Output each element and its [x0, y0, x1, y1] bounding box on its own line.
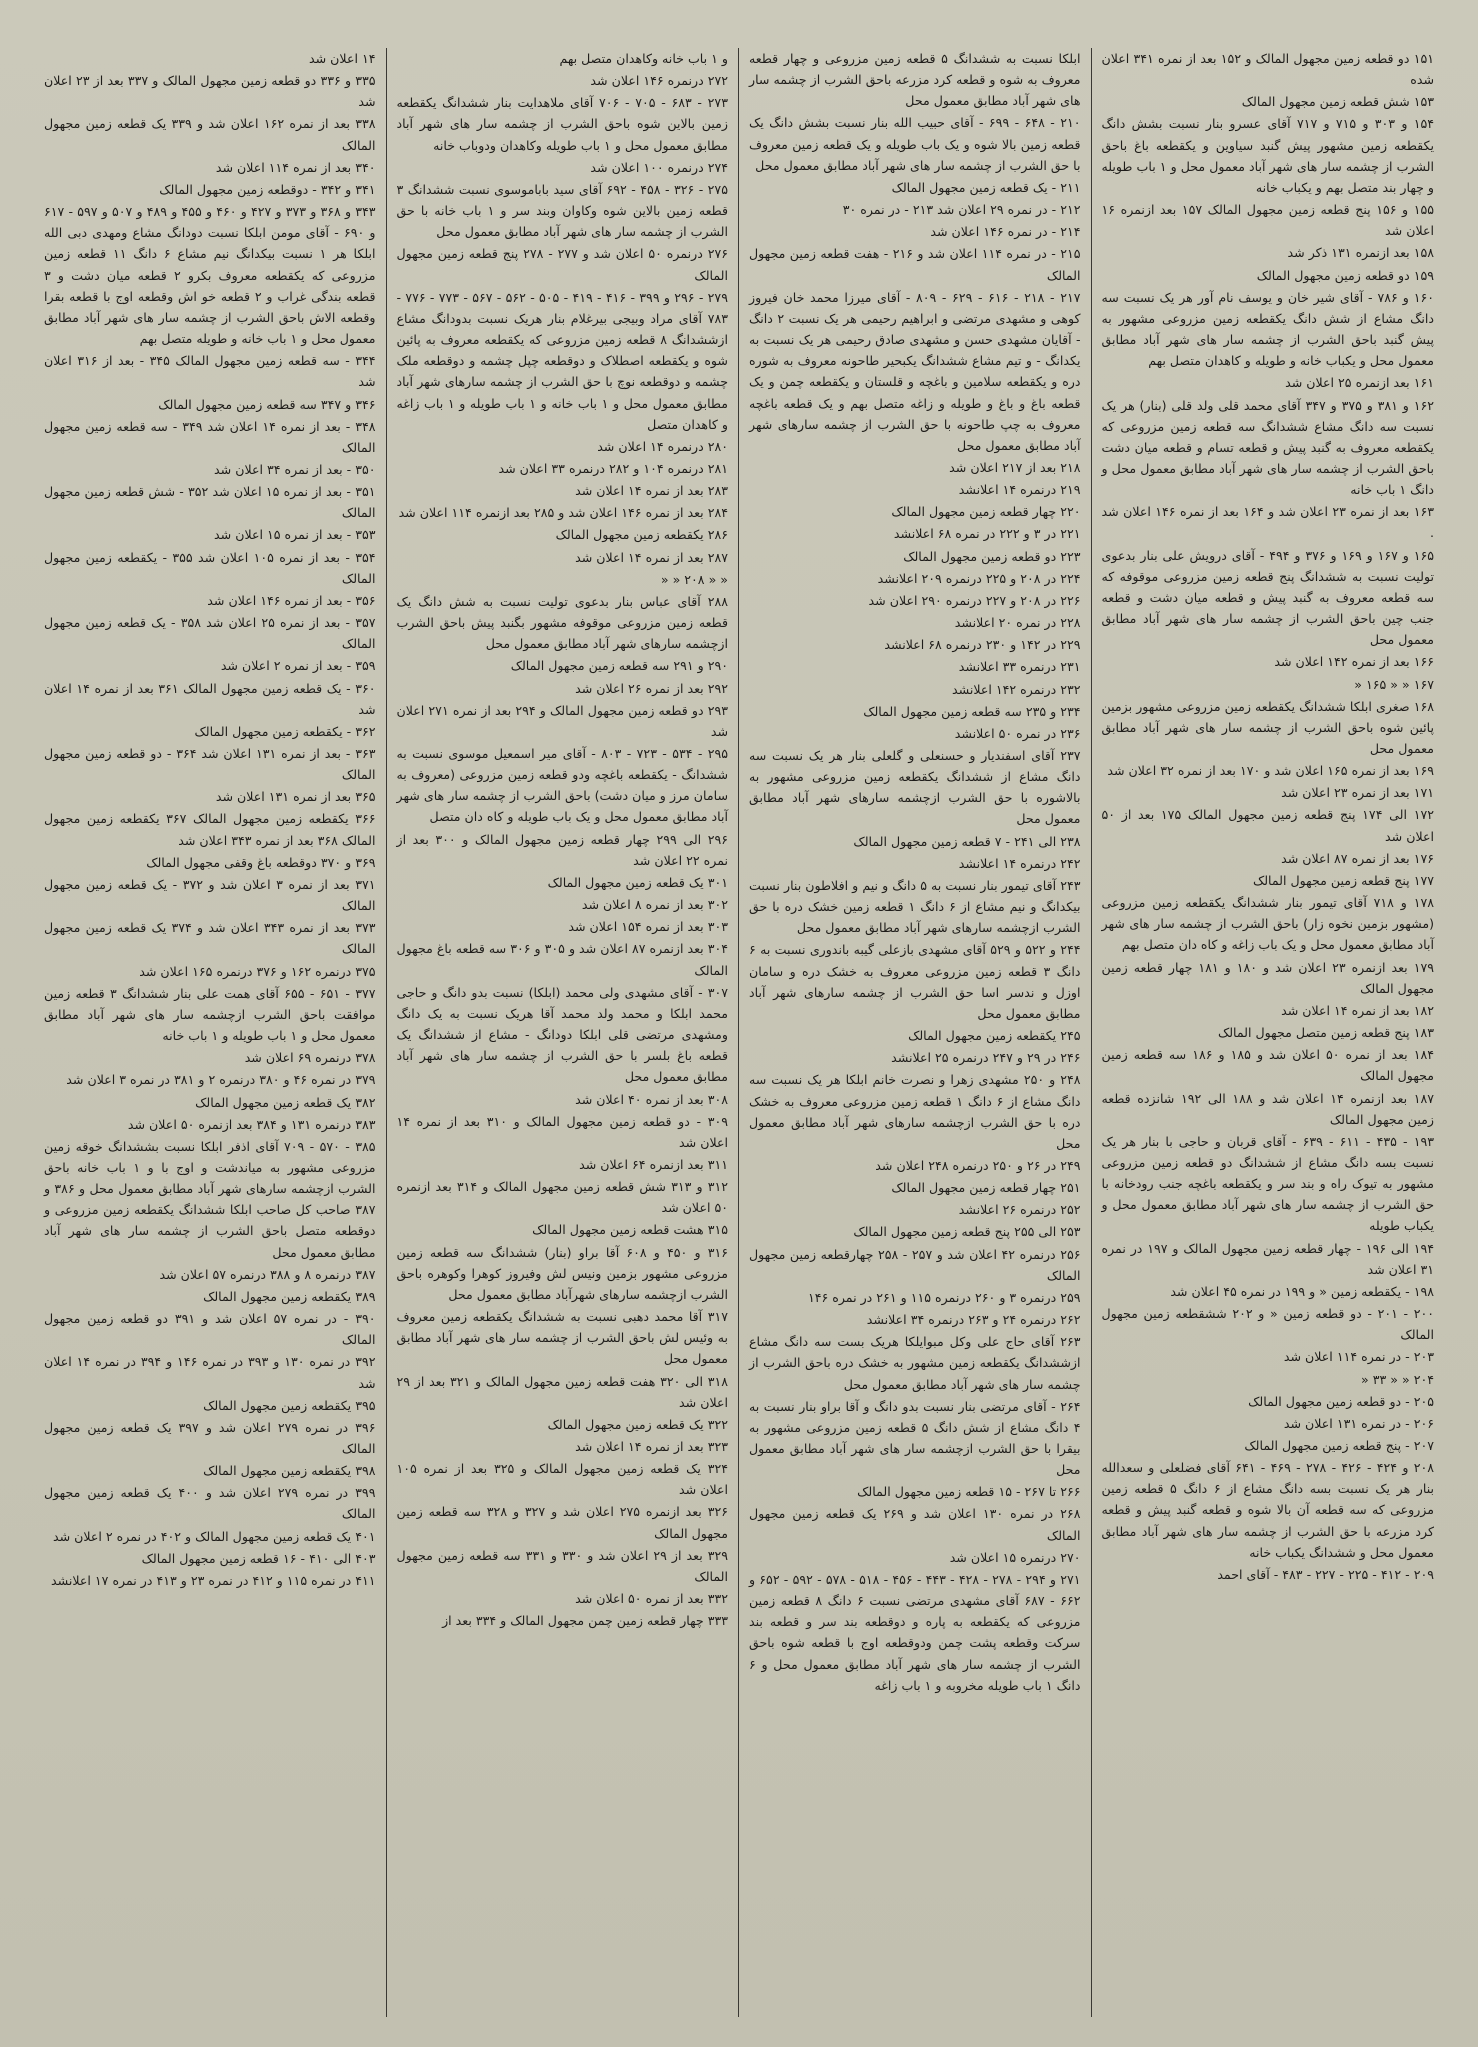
- notice-entry: ۳۸۷ درنمره ۸ و ۳۸۸ درنمره ۵۷ اعلان شد: [159, 1266, 376, 1282]
- notice-entry: ۲۰۵ - دو قطعه زمین مجهول المالک: [1248, 1393, 1434, 1409]
- text-column-1: [1092, 48, 1445, 2017]
- notice-entry: ۲۴۵ یکقطعه زمین مجهول المالک: [908, 1028, 1081, 1044]
- notice-entry: ۲۶۲ درنمره ۲۴ و ۲۶۳ درنمره ۳۴ اعلانشد: [866, 1312, 1081, 1328]
- notice-entry: ۲۲۱ در ۳ و ۲۲۲ در نمره ۶۸ اعلانشد: [893, 526, 1081, 542]
- notice-entry: ۱۶۲ و ۳۸۱ و ۳۷۵ و ۳۴۷ آقای محمد قلی ولد قلی (بنار) هر یک نسبت سه دانگ مشاع ششدانگ سه قطعه زمین مزروعی که یکقطعه معروف به گنبد پیش و قطعه تسام و قطعه میان دشت باحق الشرب از چشمه سار های شهر آباد مطابق معمول محل و دانگ ۱ باب خانه: [1101, 397, 1434, 498]
- notice-entry: ۲۷۴ درنمره ۱۰۰ اعلان شد: [590, 159, 728, 175]
- notice-entry: ۳۶۹ و ۳۷۰ دوقطعه باغ وقفی مجهول المالک: [146, 854, 376, 870]
- notice-entry: ۲۲۴ در ۲۰۸ و ۲۲۵ درنمره ۲۰۹ اعلانشد: [877, 570, 1081, 586]
- notice-entry: ۲۹۰ و ۲۹۱ سه قطعه زمین مجهول المالک: [510, 658, 728, 674]
- notice-entry: ۱۶۷ « « ۱۶۵ «: [1354, 676, 1434, 692]
- notice-entry: ۳۰۱ یک قطعه زمین مجهول المالک: [547, 874, 728, 890]
- notice-entry: ۲۷۲ درنمره ۱۴۶ اعلان شد: [590, 73, 728, 89]
- notice-entry: ۱۷۲ الی ۱۷۴ پنج قطعه زمین مجهول المالک ۱۷۵ بعد از ۵۰ اعلان شد: [1101, 807, 1435, 844]
- notice-entry: ۳۲۳ بعد از نمره ۱۴ اعلان شد: [575, 1439, 728, 1454]
- notice-entry: ۱۸۴ بعد از نمره ۵۰ اعلان شد و ۱۸۵ و ۱۸۶ سه قطعه زمین مجهول المالک: [1101, 1047, 1434, 1084]
- notice-entry: ۳۵۴ - بعد از نمره ۱۰۵ اعلان شد ۳۵۵ - یکقطعه زمین مجهول المالک: [44, 549, 376, 586]
- notice-entry: ۱۸۳ پنج قطعه زمین متصل مجهول المالک: [1217, 1025, 1434, 1041]
- notice-entry: ۲۷۳ - ۶۸۳ - ۷۰۵ - ۷۰۶ آقای ملاهدایت بنار ششدانگ یکقطعه زمین بالاین شوه باحق الشرب از چشمه سار های شهر آباد مطابق معمول محل و ۱ باب طویله وکاهدان ودوباب خانه: [396, 95, 728, 153]
- notice-entry: ۲۷۵ - ۳۲۶ - ۴۵۸ - ۶۹۲ آقای سید باباموسوی نسبت ششدانگ ۳ قطعه زمین بالاین شوه وکاوان وبند سر و ۱ باب خانه با حق الشرب از چشمه سار های شهر آباد مطابق معمول محل: [396, 181, 728, 240]
- notice-entry: ۳۶۶ یکقطعه زمین مجهول المالک ۳۶۷ یکقطعه زمین مجهول المالک ۳۶۸ بعد از نمره ۳۴۳ اعلان شد: [44, 811, 376, 848]
- notice-entry: ۱۵۸ بعد ازنمره ۱۳۱ ذکر شد: [1287, 245, 1434, 261]
- notice-entry: ۲۳۷ آقای اسفندیار و حسنعلی و گلعلی بنار هر یک نسبت سه دانگ مشاع از ششدانگ یکقطعه زمین مزروعی مشهور به بالاشوره با حق الشرب ازچشمه سارهای شهر آباد مطابق معمول محل: [749, 748, 1081, 827]
- notice-entry: ۲۱۲ - در نمره ۲۹ اعلان شد ۲۱۳ - در نمره ۳۰: [842, 202, 1081, 218]
- notice-entry: ۲۰۹ - ۴۱۲ - ۲۲۵ - ۲۲۷ - ۴۸۳ - آقای احمد: [1217, 1566, 1434, 1582]
- notice-entry: ۳۰۳ بعد از نمره ۱۵۴ اعلان شد: [568, 919, 728, 935]
- text-column-4: [34, 48, 387, 2017]
- notice-entry: ۱۹۴ الی ۱۹۶ - چهار قطعه زمین مجهول المالک و ۱۹۷ در نمره ۳۱ اعلان شد: [1101, 1240, 1435, 1277]
- notice-entry: ۳۵۶ - بعد از نمره ۱۴۶ اعلان شد: [207, 592, 376, 608]
- notice-entry: ۳۴۶ و ۳۴۷ سه قطعه زمین مجهول المالک: [158, 396, 376, 412]
- notice-entry: و ۱ باب خانه وکاهدان متصل بهم: [559, 51, 728, 66]
- notice-entry: ۴۰۱ یک قطعه زمین مجهول المالک و ۴۰۲ در نمره ۲ اعلان شد: [52, 1528, 376, 1544]
- notice-entry: ۲۳۱ درنمره ۳۳ اعلانشد: [958, 659, 1081, 675]
- notice-entry: ۳۹۶ در نمره ۲۷۹ اعلان شد و ۳۹۷ یک قطعه زمین مجهول المالک: [44, 1419, 376, 1456]
- notice-entry: ۳۰۸ بعد از نمره ۴۰ اعلان شد: [575, 1091, 728, 1107]
- notice-entry: ۲۹۳ دو قطعه زمین مجهول المالک و ۲۹۴ بعد از نمره ۲۷۱ اعلان شد: [396, 702, 728, 739]
- notice-entry: ۱۵۹ دو قطعه زمین مجهول المالک: [1256, 267, 1434, 283]
- notice-entry: ۳۸۳ درنمره ۱۳۱ و ۳۸۴ بعد ازنمره ۵۰ اعلان شد: [127, 1116, 376, 1132]
- notice-entry: ۳۱۸ الی ۳۲۰ هفت قطعه زمین مجهول المالک و ۳۲۱ بعد از ۲۹ اعلان شد: [396, 1373, 729, 1410]
- notice-entry: ۳۶۲ - یکقطعه زمین مجهول المالک: [194, 723, 376, 739]
- notice-entry: ۳۳۵ و ۳۳۶ دو قطعه زمین مجهول المالک و ۳۳۷ بعد از ۲۳ اعلان شد: [44, 73, 376, 110]
- notice-entry: ۱۶۳ بعد از نمره ۲۳ اعلان شد و ۱۶۴ بعد از نمره ۱۴۶ اعلان شد .: [1101, 504, 1434, 541]
- notice-entry: ۲۰۸ و ۴۲۴ - ۴۲۶ - ۲۷۸ - ۴۶۹ - ۶۴۱ آقای فضلعلی و سعدالله بنار هر یک نسبت بسه دانگ مشاع از ۶ دانگ ۵ قطعه زمین مزروعی که سه قطعه آن بالا شوه و قطعه گنبد پیش و قطعه کرد مزرعه با حق الشرب از چشمه سار های شهر آباد مطابق معمول محل و ششدانگ یکباب خانه: [1101, 1460, 1435, 1560]
- notice-entry: ۲۷۰ درنمره ۱۵ اعلان شد: [949, 1549, 1081, 1565]
- notice-entry: ۲۱۵ - در نمره ۱۱۴ اعلان شد و ۲۱۶ - هفت قطعه زمین مجهول المالک: [749, 246, 1081, 283]
- notice-entry: ۲۱۹ درنمره ۱۴ اعلانشد: [958, 482, 1081, 498]
- notice-entry: ۱۶۸ صغری ابلکا ششدانگ یکقطعه زمین مزروعی مشهور بزمین پائین شوه باحق الشرب از چشمه سار های شهر آباد مطابق معمول محل: [1101, 698, 1434, 756]
- notice-entry: ۳۱۶ و ۴۵۰ و ۶۰۸ آقا براو (بنار) ششدانگ سه قطعه زمین مزروعی مشهور بزمین ونیس لش وفیروز کوهرا وکوهره باحق الشرب ازچشمه سارهای شهرآباد مطابق معمول محل: [396, 1244, 728, 1302]
- notice-entry: ۳۸۲ یک قطعه زمین مجهول المالک: [195, 1094, 376, 1110]
- notice-entry: ۲۶۳ آقای حاج علی وکل مبوایلکا هریک بست سه دانگ مشاع ازششدانگ یکقطعه زمین مشهور به خشک دره باحق الشرب از چشمه سار های شهر آباد مطابق معمول محل: [749, 1334, 1081, 1392]
- notice-entry: ۳۲۲ یک قطعه زمین مجهول المالک: [547, 1416, 728, 1432]
- notice-entry: ۲۹۵ - ۵۳۴ - ۷۲۳ - ۸۰۳ - آقای میر اسمعیل موسوی نسبت به ششدانگ - یکقطعه باغچه ودو قطعه زمین مزروعی (معروف به سامان مرز و میان دشت) باحق الشرب از چشمه سار های شهر آباد مطابق معمول محل و یک باب طویله و کاه دان متصل: [396, 746, 728, 825]
- notice-entry: ۱۷۹ بعد ازنمره ۲۳ اعلان شد و ۱۸۰ و ۱۸۱ چهار قطعه زمین مجهول المالک: [1101, 959, 1434, 996]
- notice-entry: ۲۵۳ الی ۲۵۵ پنج قطعه زمین مجهول المالک: [853, 1224, 1081, 1240]
- notice-entry: ۳۰۴ بعد ازنمره ۸۷ اعلان شد و ۳۰۵ و ۳۰۶ سه قطعه باغ مجهول المالک: [396, 941, 728, 978]
- notice-entry: ۱۹۳ - ۴۳۵ - ۶۱۱ - ۶۳۹ - آقای قربان و حاجی با بنار هر یک نسبت بسه دانگ مشاع از ششدانگ دو قطعه زمین مزروعی مشهور به تیوک راه و بند سر و یکقطعه باغچه جنب رودخانه با حق الشرب از چشمه سار های شهر آباد مطابق معمول محل و یکباب طویله: [1101, 1133, 1434, 1234]
- notice-entry: ۱۵۴ و ۳۰۳ و ۷۱۵ و ۷۱۷ آقای عسرو بنار نسبت بشش دانگ یکقطعه زمین مشهور پیش گنبد سیاوین و یکقطعه باغ باحق الشرب از چشمه سار های شهر آباد معمول محل و ۱ باب طویله و چهار بند متصل بهم و یکباب خانه: [1101, 116, 1434, 195]
- notice-entry: ۳۴۸ - بعد از نمره ۱۴ اعلان شد ۳۴۹ - سه قطعه زمین مجهول المالک: [44, 418, 376, 455]
- notice-entry: ۲۳۲ درنمره ۱۴۲ اعلانشد: [951, 681, 1081, 697]
- columns-container: [34, 48, 1444, 2017]
- notice-entry: ۲۸۱ درنمره ۱۰۴ و ۲۸۲ درنمره ۳۳ اعلان شد: [498, 460, 728, 476]
- notice-entry: ۳۰۹ - دو قطعه زمین مجهول المالک و ۳۱۰ بعد از نمره ۱۴ اعلان شد: [396, 1113, 728, 1150]
- notice-entry: ۲۸۳ بعد از نمره ۱۴ اعلان شد: [575, 483, 728, 499]
- notice-entry: ۳۳۲ بعد از نمره ۵۰ اعلان شد: [575, 1591, 728, 1607]
- notice-entry: ۲۶۴ - آقای مرتضی بنار نسبت بدو دانگ و آقا براو بنار نسبت به ۴ دانگ مشاع از شش دانگ ۵ قطعه زمین مزروعی مشهور به بیقرا با حق الشرب ازچشمه سار های شهر آباد مطابق معمول محل: [749, 1398, 1081, 1478]
- notice-entry: ۳۰۲ بعد از نمره ۸ اعلان شد: [581, 897, 728, 913]
- notice-entry: ۲۱۸ بعد از ۲۱۷ اعلان شد: [949, 459, 1081, 475]
- notice-entry: ۲۲۸ در نمره ۲۰ اعلانشد: [954, 615, 1081, 631]
- notice-entry: « « ۲۰۸ « «: [660, 571, 728, 587]
- notice-entry: ۲۷۹ - ۲۹۶ و ۳۹۹ - ۴۱۶ - ۴۱۹ - ۵۰۵ - ۵۶۲ - ۵۶۷ - ۷۷۳ - ۷۷۶ - ۷۸۳ آقای مراد وبیجی بیرغلام بنار هریک نسبت بدودانگ مشاع ازششدانگ ۸ قطعه زمین مزروعی که یکقطعه معروف به پائین شوه و یکقطعه اصطلاک و دوقطعه چپل چشمه و دوقطعه ملک چشمه و دوقطعه نوچ با حق الشرب از چشمه سارهای شهر آباد مطابق معمول محل و ۱ باب خانه و ۱ باب طویله و ۱ باب زاغه و کاهدان متصل: [396, 289, 729, 432]
- notice-entry: ۲۲۰ چهار قطعه زمین مجهول المالک: [891, 504, 1081, 520]
- notice-entry: ۳۹۵ یکقطعه زمین مجهول المالک: [203, 1397, 376, 1413]
- notice-entry: ۲۸۸ آقای عباس بنار بدعوی تولیت نسبت به شش دانگ یک قطعه زمین مزروعی موقوفه مشهور بگنبد پیش باحق الشرب ازچشمه سارهای شهر آباد مطابق معمول محل: [396, 593, 728, 652]
- notice-entry: ۱۷۶ بعد از نمره ۸۷ اعلان شد: [1281, 850, 1434, 866]
- notice-entry: ۲۸۶ یکقطعه زمین مجهول المالک: [555, 527, 728, 543]
- notice-entry: ۱۸۷ بعد ازنمره ۱۴ اعلان شد و ۱۸۸ الی ۱۹۲ شانزده قطعه زمین مجهول المالک: [1101, 1090, 1435, 1127]
- notice-entry: ۱۴ اعلان شد: [309, 51, 376, 66]
- notice-entry: ۲۰۴ « « ۳۳ «: [1361, 1371, 1434, 1387]
- notice-entry: ۲۵۲ درنمره ۲۶ اعلانشد: [958, 1202, 1081, 1218]
- notice-entry: ۲۸۴ بعد از نمره ۱۴۶ اعلان شد و ۲۸۵ بعد ازنمره ۱۱۴ اعلان شد: [398, 505, 728, 521]
- notice-entry: ۱۵۱ دو قطعه زمین مجهول المالک و ۱۵۲ بعد از نمره ۳۴۱ اعلان شده: [1101, 51, 1434, 88]
- notice-entry: ۳۵۰ - بعد از نمره ۳۴ اعلان شد: [214, 461, 376, 477]
- notice-entry: ۳۸۹ یکقطعه زمین مجهول المالک: [203, 1288, 376, 1304]
- notice-entry: ۳۲۴ یک قطعه زمین مجهول المالک و ۳۲۵ بعد از نمره ۱۰۵ اعلان شد: [396, 1461, 728, 1498]
- notice-entry: ۱۵۳ شش قطعه زمین مجهول المالک: [1241, 94, 1434, 110]
- notice-entry: ۲۴۳ آقای تیمور بنار نسبت به ۵ دانگ و نیم و افلاطون بنار نسبت بیکدانگ و نیم مشاع از ۶ دانگ ۱ قطعه زمین خشک دره با حق الشرب ازچشمه سارهای شهر آباد مطابق معمول محل: [749, 877, 1081, 936]
- notice-entry: ۲۵۹ درنمره ۳ و ۲۶۰ درنمره ۱۱۵ و ۲۶۱ در نمره ۱۴۶: [807, 1289, 1081, 1305]
- notice-entry: ۳۲۶ بعد ازنمره ۲۷۵ اعلان شد و ۳۲۷ و ۳۲۸ سه قطعه زمین مجهول المالک: [396, 1504, 728, 1541]
- notice-entry: ۲۰۶ - در نمره ۱۳۱ اعلان شد: [1283, 1415, 1434, 1431]
- notice-entry: ۱۷۷ پنج قطعه زمین مجهول المالک: [1252, 872, 1434, 888]
- notice-entry: ۲۰۷ - پنج قطعه زمین مجهول المالک: [1244, 1438, 1434, 1453]
- notice-entry: ۳۵۷ - بعد از نمره ۲۵ اعلان شد ۳۵۸ - یک قطعه زمین مجهول المالک: [44, 615, 376, 652]
- notice-entry: ۲۳۸ الی ۲۴۱ - ۷ قطعه زمین مجهول المالک: [853, 833, 1081, 849]
- notice-entry: ۳۹۹ در نمره ۲۷۹ اعلان شد و ۴۰۰ یک قطعه زمین مجهول المالک: [44, 1485, 376, 1522]
- notice-entry: ۳۷۳ بعد از نمره ۳۴۳ اعلان شد و ۳۷۴ یک قطعه زمین مجهول المالک: [44, 920, 376, 957]
- notice-entry: ۴۱۱ در نمره ۱۱۵ و ۴۱۲ در نمره ۲۳ و ۴۱۳ در نمره ۱۷ اعلانشد: [51, 1572, 376, 1588]
- notice-entry: ۳۵۳ - بعد از نمره ۱۵ اعلان شد: [214, 527, 376, 543]
- notice-entry: ۲۴۹ در ۲۶ و ۲۵۰ درنمره ۲۴۸ اعلان شد: [875, 1157, 1081, 1173]
- notice-entry: ۳۷۷ - ۶۵۱ - ۶۵۵ آقای همت علی بنار ششدانگ ۳ قطعه زمین موافقت باحق الشرب ازچشمه سار های شهر آباد مطابق معمول محل و ۱ باب طویله و ۱ باب خانه: [44, 985, 376, 1044]
- notice-entry: ۲۹۶ الی ۲۹۹ چهار قطعه زمین مجهول المالک و ۳۰۰ بعد از نمره ۲۲ اعلان شد: [396, 831, 729, 868]
- notice-entry: ۳۱۵ هشت قطعه زمین مجهول المالک: [532, 1222, 728, 1238]
- notice-entry: ۳۶۰ - یک قطعه زمین مجهول المالک ۳۶۱ بعد از نمره ۱۴ اعلان شد: [44, 680, 376, 717]
- notice-entry: ۳۵۱ - بعد از نمره ۱۵ اعلان شد ۳۵۲ - شش قطعه زمین مجهول المالک: [44, 484, 376, 521]
- notice-entry: ۲۰۳ - در نمره ۱۱۴ اعلان شد: [1283, 1349, 1434, 1365]
- notice-entry: ۳۱۱ بعد ازنمره ۶۴ اعلان شد: [579, 1156, 728, 1172]
- notice-entry: ۱۸۲ بعد از نمره ۱۴ اعلان شد: [1281, 1002, 1434, 1018]
- notice-entry: ۲۹۲ بعد از نمره ۲۶ اعلان شد: [575, 680, 728, 696]
- notice-entry: ۱۶۹ بعد از نمره ۱۶۵ اعلان شد و ۱۷۰ بعد از نمره ۳۲ اعلان شد: [1107, 763, 1434, 779]
- notice-entry: ۲۳۴ و ۲۳۵ سه قطعه زمین مجهول المالک: [863, 703, 1081, 719]
- notice-entry: ۲۸۷ بعد از نمره ۱۴ اعلان شد: [575, 549, 728, 565]
- notice-entry: ۱۷۸ و ۷۱۸ آقای تیمور بنار ششدانگ یکقطعه زمین مزروعی (مشهور بزمین نخوه زار) باحق الشرب از چشمه سار های شهر آباد مطابق معمول محل و یک باب زاغه و کاه دان متصل بهم: [1101, 895, 1434, 953]
- notice-entry: ۲۴۴ و ۵۲۲ و ۵۲۹ آقای مشهدی بازعلی گیبه باندوری نسبت به ۶ دانگ ۳ قطعه زمین مزروعی معروف به خشک دره و سامان اوزل و ندسر اسا حق الشرب از چشمه سارهای شهر آباد مطابق معمول محل: [749, 942, 1081, 1021]
- notice-entry: ۲۲۹ در ۱۴۲ و ۲۳۰ درنمره ۶۸ اعلانشد: [884, 637, 1081, 653]
- notice-entry: ۲۳۶ در نمره ۵۰ اعلانشد: [954, 725, 1081, 741]
- notice-entry: ۱۶۱ بعد ازنمره ۲۵ اعلان شد: [1285, 375, 1434, 391]
- notice-entry: ۱۶۶ بعد از نمره ۱۴۲ اعلان شد: [1274, 654, 1434, 670]
- notice-entry: ۳۹۸ یکقطعه زمین مجهول المالک: [203, 1463, 376, 1479]
- notice-entry: ۲۱۷ - ۲۱۸ - ۶۱۶ - ۶۲۹ - ۸۰۹ - آقای میرزا محمد خان فیروز کوهی و مشهدی مرتضی و ابراهیم رحیمی هر یک نسبت ۲ دانگ - آقایان مشهدی حسن و مشهدی صادق رحیمی هر یک نسبت به یکدانگ - و تیم مشاع ششدانگ یکبحیر طاحونه معروف به شوره دره و یکقطعه سلامین و باغچه و قلستان و یکقطعه چمن و یک قطعه باغ و باغ و طویله و زاغه متصل بهم و یک قطعه باغچه معروف به چپ طاحونه با حق الشرب از چشمه سارهای شهر آباد مطابق معمول محل: [749, 289, 1081, 453]
- notice-entry: ۲۴۸ و ۲۵۰ مشهدی زهرا و نصرت خانم ابلکا هر یک نسبت سه دانگ مشاع از ۶ دانگ ۱ قطعه زمین مزروعی معروف به خشک دره با حق الشرب ازچشمه سارهای شهر آباد مطابق معمول محل: [749, 1072, 1081, 1151]
- notice-entry: ۳۷۵ درنمره ۱۶۲ و ۳۷۶ درنمره ۱۶۵ اعلان شد: [139, 963, 376, 979]
- notice-entry: ۲۲۶ در ۲۰۸ و ۲۲۷ درنمره ۲۹۰ اعلان شد: [868, 592, 1081, 608]
- notice-entry: ۳۷۸ درنمره ۶۹ اعلان شد: [244, 1050, 376, 1066]
- notice-entry: ۳۴۴ - سه قطعه زمین مجهول المالک ۳۴۵ - بعد از ۳۱۶ اعلان شد: [44, 353, 376, 390]
- notice-entry: ۲۵۱ چهار قطعه زمین مجهول المالک: [891, 1180, 1081, 1196]
- notice-entry: ۲۴۶ در ۲۹ و ۲۴۷ درنمره ۲۵ اعلانشد: [891, 1050, 1081, 1066]
- notice-entry: ۴۰۳ الی ۴۱۰ - ۱۶ قطعه زمین مجهول المالک: [141, 1550, 376, 1566]
- notice-entry: ۱۶۵ و ۱۶۷ و ۱۶۹ و ۳۷۶ و ۴۹۴ - آقای درویش علی بنار بدعوی تولیت نسبت به ششدانگ پنج قطعه زمین مزروعی موقوفه که سه قطعه معروف به گنبد پیش و قطعه میان دشت و قطعه جنب چین باحق الشرب از چشمه سار های شهر آباد مطابق معمول محل: [1101, 547, 1435, 648]
- notice-entry: ۳۸۵ - ۵۷۰ - ۷۰۹ آقای اذفر ابلکا نسبت بششدانگ خوقه زمین مزروعی مشهور به میاندشت و اوج با و ۱ باب خانه باحق الشرب ازچشمه سارهای شهر آباد مطابق معمول محل و ۳۸۶ و ۳۸۷ صاحب کل صاحب ابلکا ششدانگ یکقطعه زمین مزروعی و دوقطعه متصل باحق الشرب از چشمه سار های شهر آباد مطابق معمول محل: [44, 1138, 376, 1260]
- notice-entry: ۲۲۳ دو قطعه زمین مجهول المالک: [903, 548, 1081, 564]
- notice-entry: ۳۷۹ در نمره ۴۶ و ۳۸۰ درنمره ۲ و ۳۸۱ در نمره ۳ اعلان شد: [66, 1072, 376, 1088]
- notice-entry: ۲۱۱ - یک قطعه زمین مجهول المالک: [891, 179, 1081, 195]
- notice-entry: ۲۰۰ - ۲۰۱ - دو قطعه زمین « و ۲۰۲ ششقطعه زمین مجهول المالک: [1101, 1306, 1434, 1343]
- notice-entry: ۱۶۰ و ۷۸۶ - آقای شیر خان و یوسف نام آور هر یک نسبت سه دانگ مشاع از شش دانگ یکقطعه زمین مزروعی مشهور به پیش گنبد باحق الشرب از چشمه سار های شهر آباد مطابق معمول محل و یکباب خانه و طویله و کاهدان متصل بهم: [1101, 289, 1434, 369]
- notice-entry: ۱۹۸ - یکقطعه زمین « و ۱۹۹ در نمره ۴۵ اعلان شد: [1170, 1283, 1434, 1299]
- notice-entry: ۳۴۳ و ۳۶۸ و ۳۷۳ و ۴۲۷ و ۴۶۰ و ۴۵۵ و ۴۸۹ و ۵۰۷ و ۵۹۷ - ۶۱۷ و ۶۹۰ - آقای مومن ابلکا نسبت دودانگ مشاع ومهدی دبی الله ابلکا هر ۱ نسبت بیکدانگ نیم مشاع ۶ دانگ ۱۱ قطعه زمین مزروعی که یکقطعه معروف بکرو ۲ قطعه میان دشت و ۳ قطعه بندگی غراب و ۲ قطعه خو اش وقطعه اوج با قطعه بقرا وقطعه الاش باحق الشرب از چشمه سار های شهر آباد مطابق معمول محل و ۱ باب خانه و طویله متصل بهم: [44, 204, 376, 347]
- notice-entry: ۳۱۲ و ۳۱۳ شش قطعه زمین مجهول المالک و ۳۱۴ بعد ازنمره ۵۰ اعلان شد: [396, 1179, 728, 1216]
- notice-entry: ۲۱۰ - ۶۴۸ - ۶۹۹ - آقای حبیب الله بنار نسبت بشش دانگ یک قطعه زمین بالا شوه و یک باب طویله و یک قطعه زمین معروف با حق الشرب از چشمه سار های شهر آباد مطابق معمول محل: [749, 115, 1081, 173]
- notice-entry: ۳۱۷ آقا محمد دهبی نسبت به ششدانگ یکقطعه زمین معروف به وئیس لش باحق الشرب از چشمه سار های شهر آباد مطابق معمول محل: [396, 1309, 728, 1367]
- notice-entry: ۳۴۱ و ۳۴۲ - دوقطعه زمین مجهول المالک: [159, 181, 376, 197]
- notice-entry: ۲۸۰ درنمره ۱۴ اعلان شد: [597, 438, 728, 454]
- text-column-3: [387, 48, 740, 2017]
- notice-entry: ۱۷۱ بعد از نمره ۲۳ اعلان شد: [1281, 785, 1434, 801]
- notice-entry: ۳۶۵ بعد از نمره ۱۳۱ اعلان شد: [215, 789, 376, 805]
- notice-entry: ۳۲۹ بعد از ۲۹ اعلان شد و ۳۳۰ و ۳۳۱ سه قطعه زمین مجهول المالک: [396, 1547, 729, 1584]
- notice-entry: ۲۵۶ درنمره ۴۲ اعلان شد و ۲۵۷ - ۲۵۸ چهارقطعه زمین مجهول المالک: [749, 1246, 1081, 1283]
- notice-entry: ۳۴۰ بعد از نمره ۱۱۴ اعلان شد: [215, 159, 376, 175]
- notice-entry: ۳۵۹ - بعد از نمره ۲ اعلان شد: [220, 658, 376, 674]
- notice-entry: ابلکا نسبت به ششدانگ ۵ قطعه زمین مزروعی و چهار قطعه معروف به شوه و قطعه کرد مزرعه باحق الشرب از چشمه سار های شهر آباد مطابق معمول محل: [749, 51, 1081, 109]
- notice-entry: ۳۹۲ در نمره ۱۳۰ و ۳۹۳ در نمره ۱۴۶ و ۳۹۴ در نمره ۱۴ اعلان شد: [44, 1354, 376, 1391]
- notice-entry: ۳۰۷ - آقای مشهدی ولی محمد (ابلکا) نسبت بدو دانگ و حاجی محمد ابلکا و محمد ولد محمد آقا هریک نسبت به یک دانگ ومشهدی مرتضی قلی ابلکا دودانگ - مشاع از ششدانگ یک قطعه باغ بلسر با حق الشرب از چشمه سار های شهر آباد مطابق معمول محل: [396, 984, 728, 1085]
- notice-entry: ۳۳۸ بعد از نمره ۱۶۲ اعلان شد و ۳۳۹ یک قطعه زمین مجهول المالک: [44, 116, 376, 153]
- notice-entry: ۲۷۶ درنمره ۵۰ اعلان شد و ۲۷۷ - ۲۷۸ پنج قطعه زمین مجهول المالک: [396, 246, 728, 283]
- notice-entry: ۳۳۳ چهار قطعه زمین چمن مجهول المالک و ۳۳۴ بعد از: [442, 1613, 728, 1629]
- notice-entry: ۲۶۸ در نمره ۱۳۰ اعلان شد و ۲۶۹ یک قطعه زمین مجهول المالک: [749, 1506, 1081, 1543]
- notice-entry: ۲۶۶ تا ۲۶۷ - ۱۵ قطعه زمین مجهول المالک: [857, 1484, 1081, 1500]
- notice-entry: ۱۵۵ و ۱۵۶ پنج قطعه زمین مجهول المالک ۱۵۷ بعد ازنمره ۱۶ اعلان شد: [1101, 202, 1434, 239]
- notice-entry: ۲۴۲ درنمره ۱۴ اعلانشد: [958, 855, 1081, 871]
- notice-entry: ۳۶۳ - بعد از نمره ۱۳۱ اعلان شد ۳۶۴ - دو قطعه زمین مجهول المالک: [44, 746, 376, 783]
- notice-entry: ۲۱۴ - در نمره ۱۴۶ اعلان شد: [930, 224, 1081, 240]
- notice-entry: ۳۷۱ بعد از نمره ۳ اعلان شد و ۳۷۲ - یک قطعه زمین مجهول المالک: [44, 876, 376, 914]
- notice-entry: ۳۹۰ - در نمره ۵۷ اعلان شد و ۳۹۱ دو قطعه زمین مجهول المالک: [44, 1311, 376, 1348]
- notice-entry: ۲۷۱ و ۲۹۴ - ۲۷۸ - ۴۲۸ - ۴۴۳ - ۴۵۶ - ۵۱۸ - ۵۷۸ - ۵۹۲ - ۶۵۲ و ۶۶۲ - ۶۸۷ آقای مشهدی مرتضی نسبت ۶ دانگ ۸ قطعه زمین مزروعی که یکقطعه به پاره و دوقطعه بند سر و قطعه بند سرکت وقطعه پشت چمن ودوقطعه اوج با قطعه شوه باحق الشرب از چشمه سار های شهر آباد مطابق معمول محل و ۶ دانگ ۱ باب طویله مخروبه و ۱ باب زاغه: [749, 1571, 1081, 1693]
- text-column-2: [739, 48, 1092, 2017]
